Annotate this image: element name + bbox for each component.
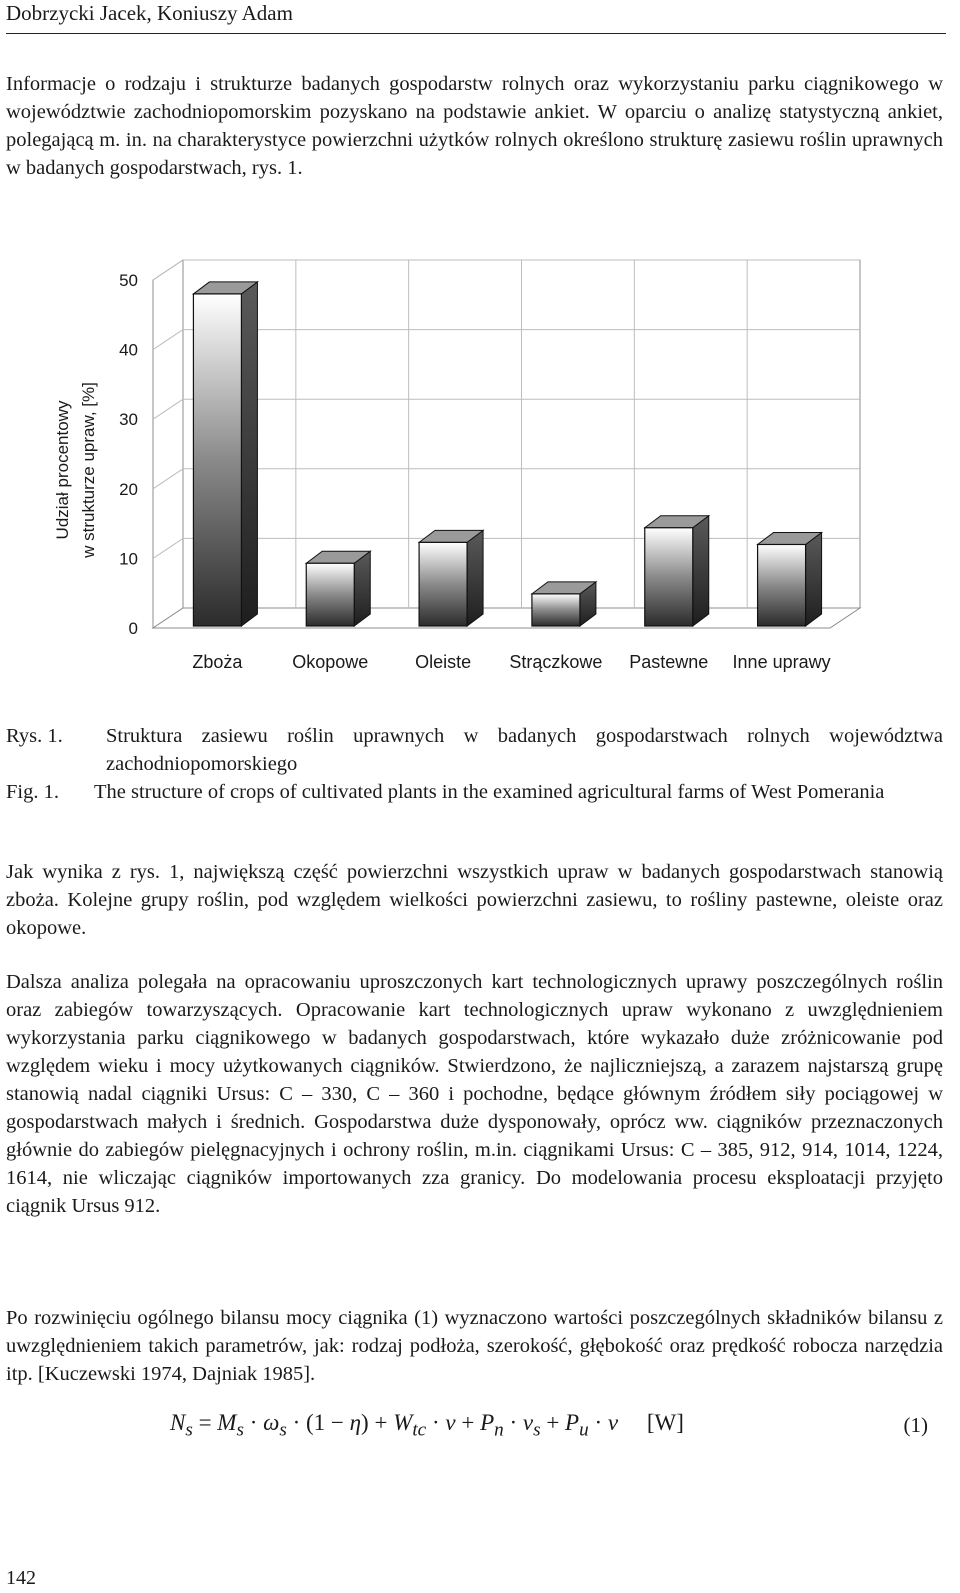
formula-lhs: N bbox=[170, 1410, 186, 1435]
bar-okopowe bbox=[306, 563, 354, 626]
y-axis-label: w strukturze upraw, [%] bbox=[79, 382, 98, 558]
caption-pl-text: Struktura zasiewu roślin uprawnych w badanych gospodarstwach rolnych województwa zachodniopomorskiego bbox=[106, 725, 943, 775]
caption-en-text: The structure of crops of cultivated plants in the examined agricultural farms of West Pomerania bbox=[94, 781, 885, 803]
y-tick-label: 40 bbox=[119, 340, 138, 360]
paragraph-after-figure: Jak wynika z rys. 1, największą część powierzchni wszystkich upraw w badanych gospodarstwach stanowią zboża. Kolejne grupy roślin, pod względem wielkości powierzchni zasiewu, to rośliny pastewne, oleiste oraz okopowe. bbox=[6, 861, 943, 939]
formula-lhs-sub: s bbox=[185, 1419, 193, 1441]
bar-strączkowe bbox=[532, 594, 580, 626]
bar-side bbox=[693, 516, 709, 626]
x-category-label: Strączkowe bbox=[509, 652, 603, 672]
figure-caption-en bbox=[6, 778, 943, 806]
y-tick-label: 30 bbox=[119, 410, 138, 430]
paragraph-balance: Po rozwinięciu ogólnego bilansu mocy ciągnika (1) wyznaczono wartości poszczególnych składników bilansu z uwzględnieniem takich parametrów, jak: rodzaj podłoża, szerokość, głębokość oraz prędkość robocza narzędzia itp. [Kuczewski 1974, Dajniak 1985]. bbox=[6, 1307, 943, 1385]
y-tick-label: 0 bbox=[128, 619, 138, 638]
y-tick-label: 20 bbox=[119, 479, 138, 499]
chart-side-wall bbox=[153, 260, 183, 628]
chart-floor bbox=[153, 608, 860, 628]
figure-caption-pl bbox=[6, 722, 943, 778]
paragraph-intro: Informacje o rodzaju i strukturze badanych gospodarstw rolnych oraz wykorzystaniu parku ciągnikowego w województwie zachodniopomorskim pozyskano na podstawie ankiet. W oparciu o analizę statystyczną ankiet, polegającą m. in. na charakterystyce powierzchni użytków rolnych określono strukturę zasiewu roślin uprawnych w badanych gospodarstwach, rys. 1. bbox=[6, 73, 943, 179]
bar-oleiste bbox=[419, 542, 467, 626]
page-number: 142 bbox=[6, 1567, 36, 1589]
equation-number: (1) bbox=[903, 1413, 928, 1437]
bar-side bbox=[354, 551, 370, 626]
running-header bbox=[6, 0, 946, 34]
x-category-label: Inne uprawy bbox=[732, 652, 831, 672]
y-tick-label: 10 bbox=[119, 549, 138, 569]
caption-en-label: Fig. 1. bbox=[6, 781, 59, 803]
bar-inne-uprawy bbox=[758, 544, 806, 626]
bar-pastewne bbox=[645, 528, 693, 626]
bar-zboża bbox=[193, 294, 241, 626]
x-category-label: Oleiste bbox=[415, 652, 472, 672]
paragraph-analysis: Dalsza analiza polegała na opracowaniu uproszczonych kart technologicznych uprawy poszczególnych roślin oraz zabiegów towarzyszących. Opracowanie kart technologicznych upraw wykonano z uwzględnieniem wykorzystania parku ciągnikowego w badanych gospodarstwach, które wykazało duże zróżnicowanie pod względem wieku i mocy użytkowanych ciągników. Stwierdzono, że najliczniejszą, a zarazem najstarszą grupę stanowią nadal ciągniki Ursus: C – 330, C – 360 i pochodne, będące głównym źródłem siły pociągowej w gospodarstwach małych i średnich. Gospodarstwa duże dysponowały, oprócz ww. ciągników przeznaczonych głównie do zabiegów pielęgnacyjnych i ochrony roślin, m.in. ciągnikami Ursus: C – 385, 912, 914, 1014, 1224, 1614, nie wliczając ciągników importowanych zza granicy. Do modelowania procesu eksploatacji przyjęto ciągnik Ursus 912. bbox=[6, 971, 943, 1217]
y-tick-label: 50 bbox=[119, 271, 138, 290]
x-category-label: Pastewne bbox=[629, 652, 709, 672]
power-balance-formula: $N_s = M_s \cdot \omega_s \cdot (1 - \eta) + W_{tc} \cdot v + P_n \cdot v_s + P_u \cdot v$ [W] bbox=[170, 1410, 684, 1441]
bar-side bbox=[806, 532, 822, 626]
bar-side bbox=[467, 530, 483, 626]
header-authors: Dobrzycki Jacek, Koniuszy Adam bbox=[6, 1, 293, 25]
y-axis-label: Udział procentowy bbox=[53, 400, 72, 540]
x-category-label: Okopowe bbox=[292, 652, 369, 672]
x-category-label: Zboża bbox=[192, 652, 243, 672]
formula-unit: [W] bbox=[646, 1410, 684, 1435]
bar-side bbox=[241, 282, 257, 626]
caption-pl-label: Rys. 1. bbox=[6, 725, 63, 747]
crop-structure-chart bbox=[0, 236, 960, 686]
